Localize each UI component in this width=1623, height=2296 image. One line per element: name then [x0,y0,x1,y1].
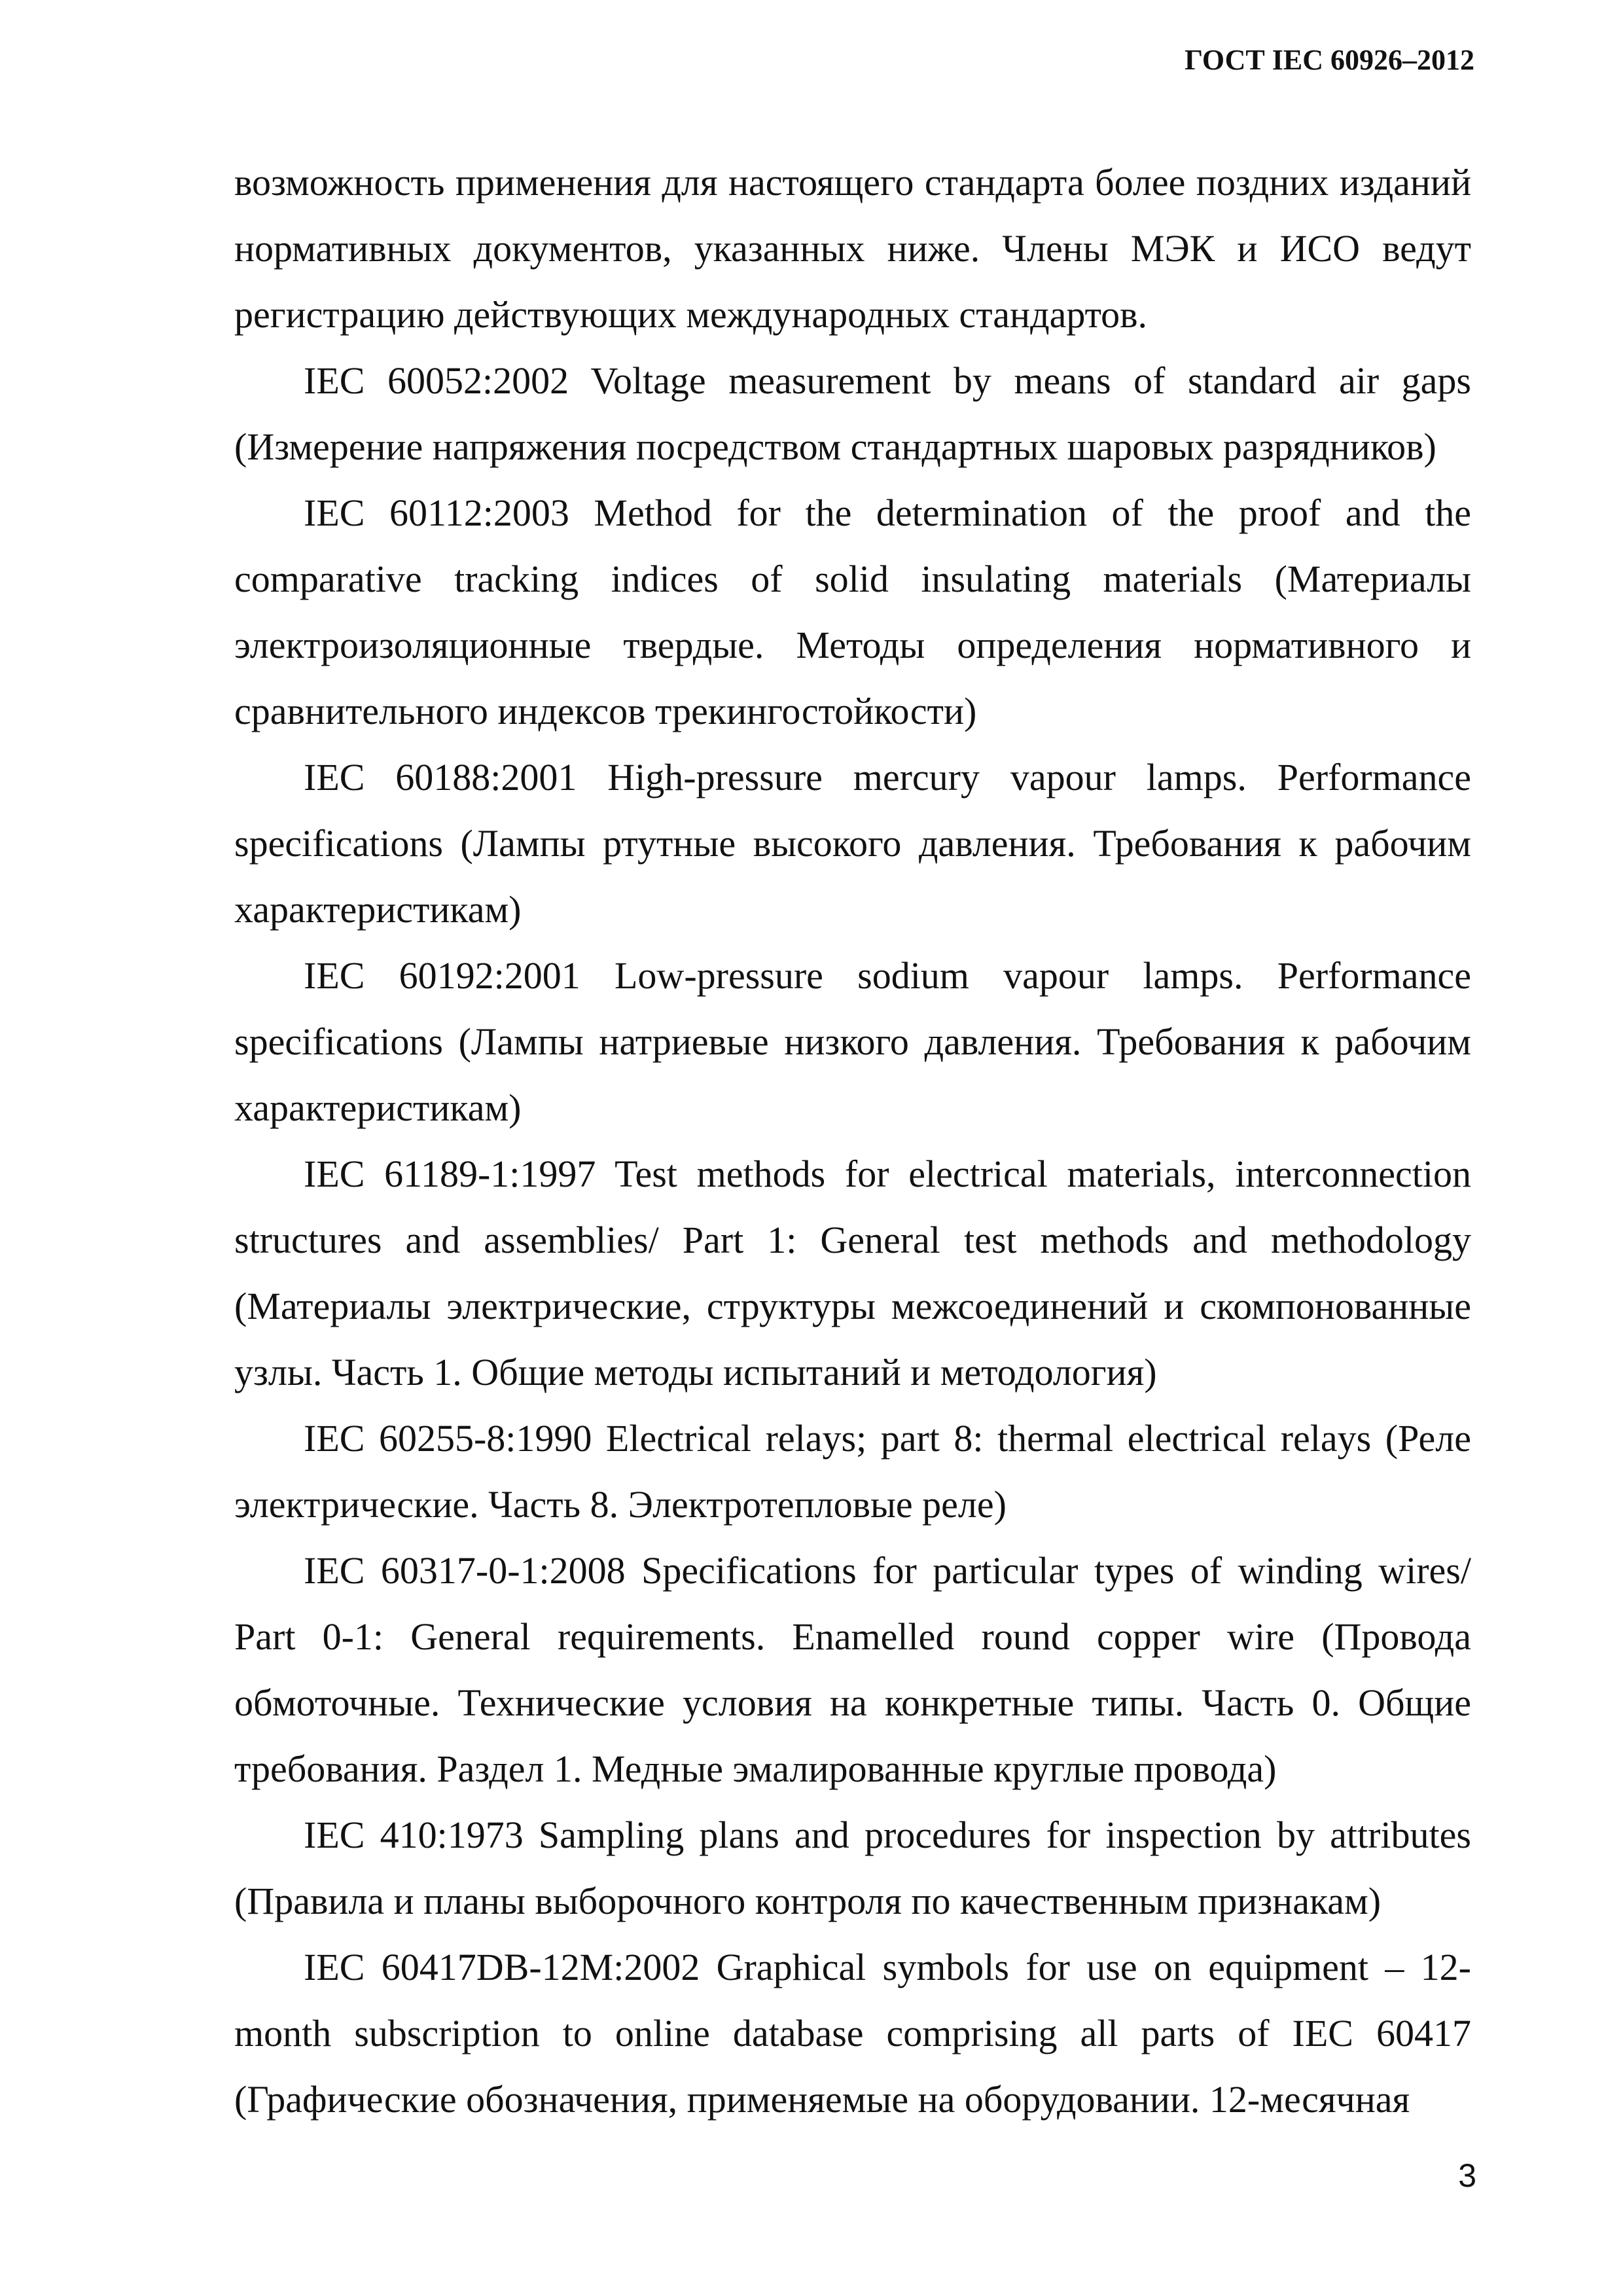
reference-iec-410: IEC 410:1973 Sampling plans and procedures for inspection by attributes (Правила и планы выборочного контроля по качественным признакам) [234,1814,1471,1922]
standard-header: ГОСТ IEC 60926–2012 [1184,44,1474,76]
reference-iec-60317-0-1: IEC 60317-0-1:2008 Specifications for particular types of winding wires/ Part 0-1: General requirements. Enamelled round copper wire (Провода обмоточные. Технические условия на конкретные типы. Часть 0. Общие требования. Раздел 1. Медные эмалированные круглые провода) [234,1549,1471,1790]
reference-iec-60052: IEC 60052:2002 Voltage measurement by means of standard air gaps (Измерение напряжения посредством стандартных шаровых разрядников) [234,359,1471,468]
reference-iec-60192: IEC 60192:2001 Low-pressure sodium vapour lamps. Performance specifications (Лампы натриевые низкого давления. Требования к рабочим характеристикам) [234,954,1471,1129]
reference-iec-60188: IEC 60188:2001 High-pressure mercury vapour lamps. Performance specifications (Лампы ртутные высокого давления. Требования к рабочим характеристикам) [234,756,1471,931]
reference-iec-60112: IEC 60112:2003 Method for the determination of the proof and the comparative tracking indices of solid insulating materials (Материалы электроизоляционные твердые. Методы определения нормативного и сравнительного индексов трекингостойкости) [234,492,1471,732]
reference-iec-61189-1: IEC 61189-1:1997 Test methods for electrical materials, interconnection structures and assemblies/ Part 1: General test methods and methodology (Материалы электрические, структуры межсоединений и скомпонованные узлы. Часть 1. Общие методы испытаний и методология) [234,1153,1471,1393]
reference-iec-60417db: IEC 60417DB-12M:2002 Graphical symbols for use on equipment – 12-month subscription to online database comprising all parts of IEC 60417 (Графические обозначения, применяемые на оборудовании. 12-месячная [234,1946,1471,2121]
body-text [234,149,1471,2132]
intro-paragraph: возможность применения для настоящего стандарта более поздних изданий нормативных документов, указанных ниже. Члены МЭК и ИСО ведут регистрацию действующих международных стандартов. [234,161,1471,336]
page-number: 3 [1458,2157,1476,2194]
reference-iec-60255-8: IEC 60255-8:1990 Electrical relays; part 8: thermal electrical relays (Реле электрические. Часть 8. Электротепловые реле) [234,1417,1471,1526]
